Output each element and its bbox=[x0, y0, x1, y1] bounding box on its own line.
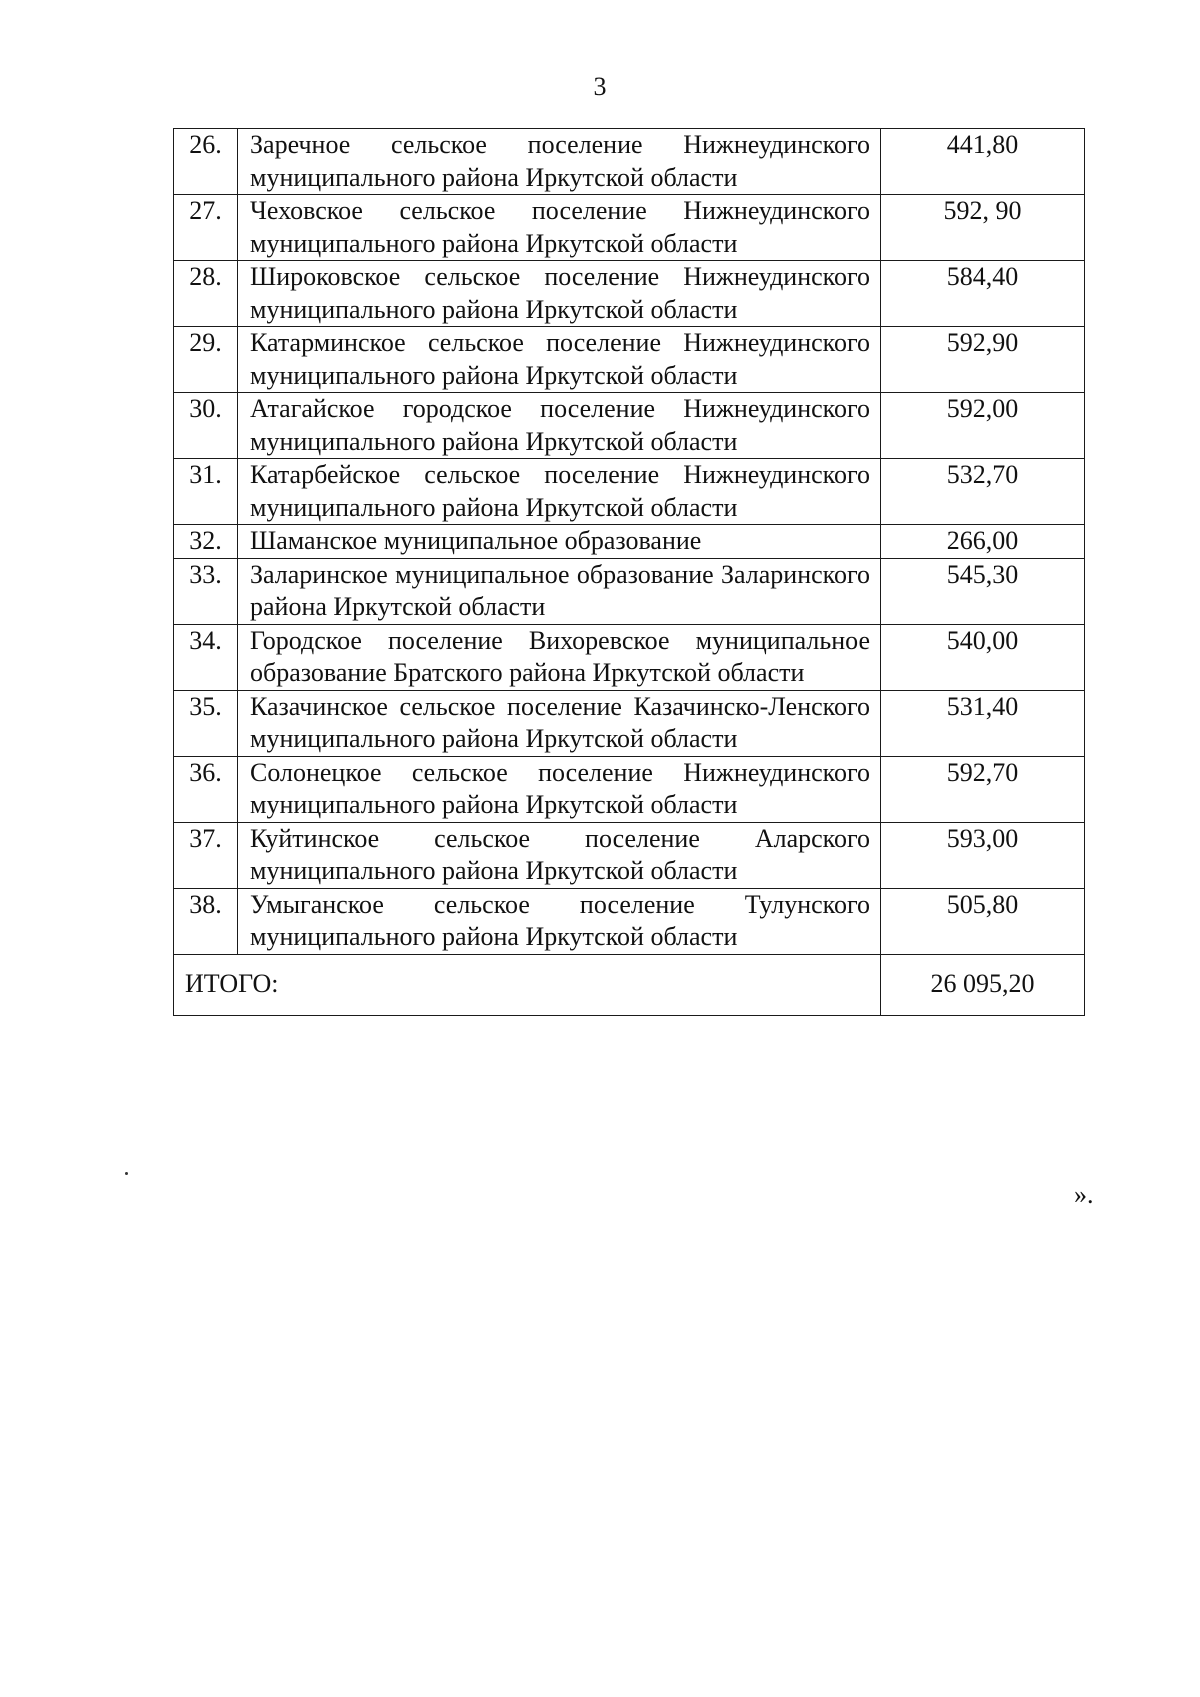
row-number: 31. bbox=[174, 459, 238, 525]
amount-value: 266,00 bbox=[881, 525, 1085, 559]
amount-value: 545,30 bbox=[881, 558, 1085, 624]
row-number: 34. bbox=[174, 624, 238, 690]
row-number: 38. bbox=[174, 888, 238, 954]
table-row bbox=[174, 327, 1085, 393]
row-number: 28. bbox=[174, 261, 238, 327]
allocation-table bbox=[173, 128, 1085, 1016]
amount-value: 531,40 bbox=[881, 690, 1085, 756]
row-number: 36. bbox=[174, 756, 238, 822]
municipality-name: Солонецкое сельское поселение Нижнеудинского муниципального района Иркутской области bbox=[238, 756, 881, 822]
table-row bbox=[174, 558, 1085, 624]
row-number: 35. bbox=[174, 690, 238, 756]
municipality-name: Широковское сельское поселение Нижнеудинского муниципального района Иркутской области bbox=[238, 261, 881, 327]
row-number: 30. bbox=[174, 393, 238, 459]
municipality-name: Умыганское сельское поселение Тулунского муниципального района Иркутской области bbox=[238, 888, 881, 954]
closing-quote: ». bbox=[1074, 1180, 1094, 1209]
total-value: 26 095,20 bbox=[881, 954, 1085, 1015]
table-row bbox=[174, 261, 1085, 327]
page-number: 3 bbox=[593, 72, 607, 101]
table-row bbox=[174, 459, 1085, 525]
table-row bbox=[174, 888, 1085, 954]
amount-value: 592,70 bbox=[881, 756, 1085, 822]
municipality-name: Катарбейское сельское поселение Нижнеудинского муниципального района Иркутской области bbox=[238, 459, 881, 525]
row-number: 29. bbox=[174, 327, 238, 393]
municipality-name: Шаманское муниципальное образование bbox=[238, 525, 881, 559]
scan-speck bbox=[125, 1172, 128, 1175]
row-number: 37. bbox=[174, 822, 238, 888]
municipality-name: Куйтинское сельское поселение Аларского муниципального района Иркутской области bbox=[238, 822, 881, 888]
table-row bbox=[174, 822, 1085, 888]
municipality-name: Чеховское сельское поселение Нижнеудинского муниципального района Иркутской области bbox=[238, 195, 881, 261]
municipality-name: Казачинское сельское поселение Казачинско-Ленского муниципального района Иркутской области bbox=[238, 690, 881, 756]
total-row bbox=[174, 954, 1085, 1015]
municipality-name: Катарминское сельское поселение Нижнеудинского муниципального района Иркутской области bbox=[238, 327, 881, 393]
amount-value: 592,90 bbox=[881, 327, 1085, 393]
row-number: 26. bbox=[174, 129, 238, 195]
table-row bbox=[174, 393, 1085, 459]
municipality-name: Атагайское городское поселение Нижнеудинского муниципального района Иркутской области bbox=[238, 393, 881, 459]
amount-value: 532,70 bbox=[881, 459, 1085, 525]
row-number: 33. bbox=[174, 558, 238, 624]
amount-value: 540,00 bbox=[881, 624, 1085, 690]
municipality-name: Заречное сельское поселение Нижнеудинского муниципального района Иркутской области bbox=[238, 129, 881, 195]
amount-value: 593,00 bbox=[881, 822, 1085, 888]
row-number: 32. bbox=[174, 525, 238, 559]
amount-value: 441,80 bbox=[881, 129, 1085, 195]
row-number: 27. bbox=[174, 195, 238, 261]
amount-value: 592,00 bbox=[881, 393, 1085, 459]
table-row bbox=[174, 756, 1085, 822]
table-row bbox=[174, 525, 1085, 559]
municipality-name: Городское поселение Вихоревское муниципальное образование Братского района Иркутской области bbox=[238, 624, 881, 690]
table-row bbox=[174, 129, 1085, 195]
amount-value: 592, 90 bbox=[881, 195, 1085, 261]
amount-value: 584,40 bbox=[881, 261, 1085, 327]
municipality-name: Заларинское муниципальное образование Заларинского района Иркутской области bbox=[238, 558, 881, 624]
total-label: ИТОГО: bbox=[174, 954, 881, 1015]
table-row bbox=[174, 690, 1085, 756]
table-body bbox=[174, 129, 1085, 1016]
amount-value: 505,80 bbox=[881, 888, 1085, 954]
table-row bbox=[174, 195, 1085, 261]
table-row bbox=[174, 624, 1085, 690]
